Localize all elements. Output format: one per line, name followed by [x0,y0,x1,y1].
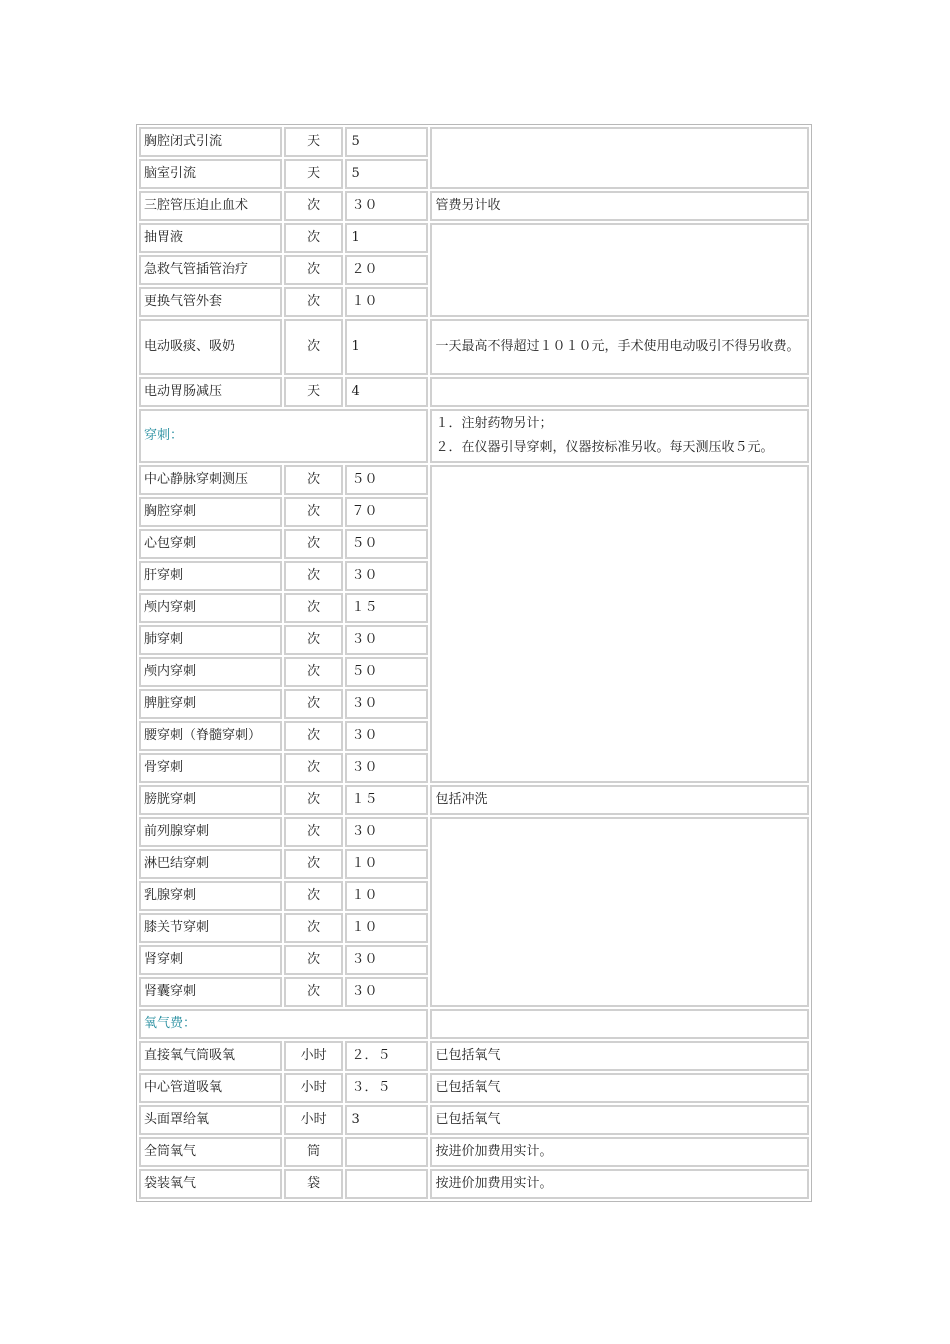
item-unit: 次 [284,817,344,847]
item-name: 中心管道吸氧 [139,1073,282,1103]
item-unit: 次 [284,319,344,375]
item-unit: 次 [284,977,344,1007]
item-price: ７０ [345,497,428,527]
item-name: 骨穿刺 [139,753,282,783]
item-name: 更换气管外套 [139,287,282,317]
item-note [430,377,809,407]
item-unit: 次 [284,255,344,285]
item-price: １５ [345,785,428,815]
section-note-line: ２．在仪器引导穿刺，仪器按标准另收。每天测压收５元。 [435,440,774,455]
item-price: ３０ [345,625,428,655]
item-price [345,1137,428,1167]
table-row [139,127,809,157]
item-price: １０ [345,913,428,943]
item-name: 急救气管插管治疗 [139,255,282,285]
item-unit: 次 [284,287,344,317]
item-price: ３０ [345,561,428,591]
item-note: 一天最高不得超过１０１０元，手术使用电动吸引不得另收费。 [430,319,809,375]
item-unit: 袋 [284,1169,344,1199]
item-name: 肾囊穿刺 [139,977,282,1007]
item-note-empty [430,127,809,189]
item-price: 3 [345,1105,428,1135]
item-note: 按进价加费用实计。 [430,1169,809,1199]
item-unit: 次 [284,689,344,719]
section-row-oxygen [139,1009,809,1039]
section-title: 穿刺： [139,409,428,463]
item-price: １０ [345,881,428,911]
table-row [139,465,809,495]
table-row [139,817,809,847]
item-note: 已包括氧气 [430,1041,809,1071]
table-row [139,785,809,815]
item-name: 脑室引流 [139,159,282,189]
item-name: 三腔管压迫止血术 [139,191,282,221]
section-note [430,1009,809,1039]
item-unit: 次 [284,785,344,815]
table-row [139,1073,809,1103]
item-unit: 次 [284,753,344,783]
item-unit: 天 [284,127,344,157]
table-row [139,1169,809,1199]
item-unit: 次 [284,593,344,623]
item-unit: 次 [284,465,344,495]
item-price [345,1169,428,1199]
item-price: ２．５ [345,1041,428,1071]
item-name: 肝穿刺 [139,561,282,591]
item-price: ５０ [345,657,428,687]
item-price: ２０ [345,255,428,285]
table-row [139,377,809,407]
section-note [430,409,809,463]
item-unit: 次 [284,913,344,943]
item-unit: 次 [284,625,344,655]
item-name: 头面罩给氧 [139,1105,282,1135]
item-note-empty [430,817,809,1007]
item-price: ３０ [345,977,428,1007]
item-price: ３０ [345,721,428,751]
section-row-puncture [139,409,809,463]
item-name: 胸腔闭式引流 [139,127,282,157]
item-unit: 次 [284,497,344,527]
item-price: ３０ [345,689,428,719]
item-unit: 筒 [284,1137,344,1167]
item-name: 脾脏穿刺 [139,689,282,719]
item-unit: 小时 [284,1041,344,1071]
item-name: 全筒氧气 [139,1137,282,1167]
item-price: ５０ [345,529,428,559]
item-name: 肺穿刺 [139,625,282,655]
item-name: 电动吸痰、吸奶 [139,319,282,375]
item-note: 按进价加费用实计。 [430,1137,809,1167]
item-unit: 天 [284,159,344,189]
item-note: 管费另计收 [430,191,809,221]
section-title: 氧气费： [139,1009,428,1039]
table-row [139,1041,809,1071]
item-name: 乳腺穿刺 [139,881,282,911]
item-unit: 次 [284,945,344,975]
item-price: １０ [345,849,428,879]
table-row [139,319,809,375]
item-price: 1 [345,223,428,253]
item-name: 淋巴结穿刺 [139,849,282,879]
section-note-line: １．注射药物另计； [435,416,553,431]
item-name: 抽胃液 [139,223,282,253]
item-price: １０ [345,287,428,317]
item-unit: 次 [284,223,344,253]
item-unit: 次 [284,657,344,687]
item-unit: 次 [284,529,344,559]
item-price: ３０ [345,817,428,847]
item-unit: 小时 [284,1073,344,1103]
item-name: 肾穿刺 [139,945,282,975]
table-row [139,191,809,221]
item-name: 颅内穿刺 [139,593,282,623]
item-name: 中心静脉穿刺测压 [139,465,282,495]
item-note-empty [430,465,809,783]
item-price: ３０ [345,753,428,783]
item-name: 心包穿刺 [139,529,282,559]
item-price: 5 [345,159,428,189]
item-unit: 次 [284,881,344,911]
item-unit: 次 [284,561,344,591]
item-unit: 次 [284,721,344,751]
item-name: 胸腔穿刺 [139,497,282,527]
item-note: 已包括氧气 [430,1073,809,1103]
item-unit: 小时 [284,1105,344,1135]
item-price: 1 [345,319,428,375]
table-row [139,1105,809,1135]
item-name: 袋装氧气 [139,1169,282,1199]
item-name: 直接氧气筒吸氧 [139,1041,282,1071]
item-price: ５０ [345,465,428,495]
item-unit: 天 [284,377,344,407]
item-price: ３０ [345,945,428,975]
item-note: 已包括氧气 [430,1105,809,1135]
item-name: 腰穿刺（脊髓穿刺） [139,721,282,751]
item-note: 包括冲洗 [430,785,809,815]
table-row [139,223,809,253]
item-name: 前列腺穿刺 [139,817,282,847]
item-name: 膀胱穿刺 [139,785,282,815]
item-unit: 次 [284,849,344,879]
item-price: ３．５ [345,1073,428,1103]
item-price: １５ [345,593,428,623]
item-price: 4 [345,377,428,407]
item-price: 5 [345,127,428,157]
item-note-empty [430,223,809,317]
fee-table [136,124,812,1202]
item-name: 电动胃肠减压 [139,377,282,407]
table-row [139,1137,809,1167]
item-name: 膝关节穿刺 [139,913,282,943]
item-name: 颅内穿刺 [139,657,282,687]
item-unit: 次 [284,191,344,221]
item-price: ３０ [345,191,428,221]
